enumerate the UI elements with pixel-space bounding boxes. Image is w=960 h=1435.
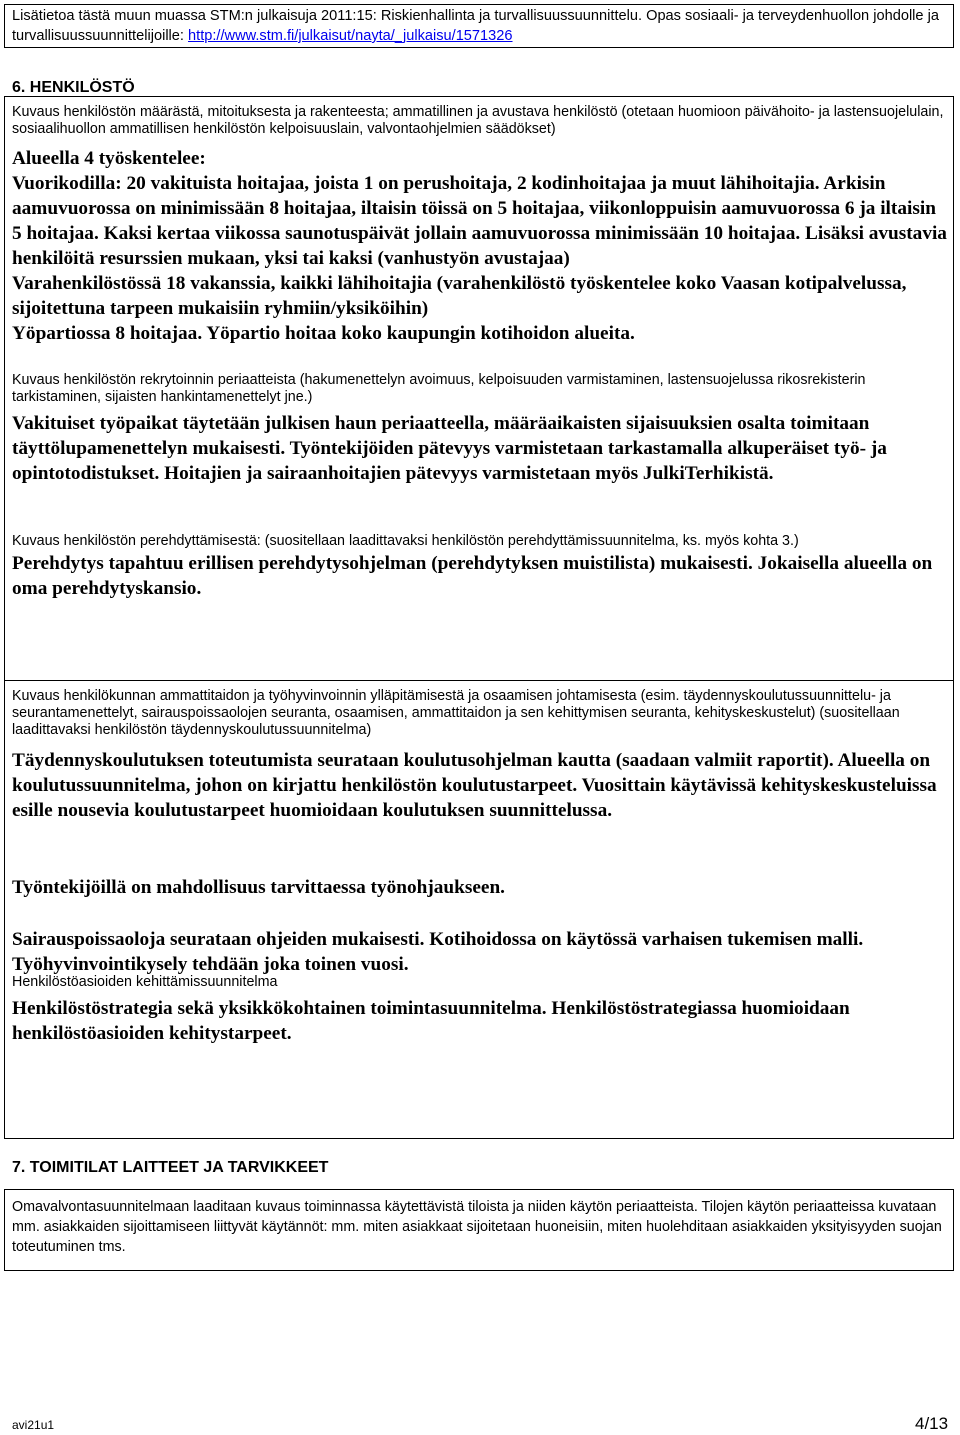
page-number: 4/13: [915, 1414, 949, 1433]
competence-description-label: Kuvaus henkilökunnan ammattitaidon ja työhyvinvoinnin ylläpitämisestä ja osaamisen johtamisesta (esim. täydennyskoulutussuunnittelu- ja seurantamenettelyt, sairauspoissaolojen seuranta, osaamisen, ammattitaidon ja sen kehittymisen seuranta, kehityskeskustelut) (suositellaan laadittavaksi henkilöstön täydennyskoulutussuunnitelma): [12, 688, 900, 738]
footer-form-code: avi21u1: [12, 1418, 55, 1432]
competence-text: Täydennyskoulutuksen toteutumista seurataan koulutusohjelman kautta (saadaan valmiit raportit). Alueella on koulutussuunnitelma, johon on kirjattu henkilöstön koulutustarpeet. Vuosittain käytävissä kehityskeskusteluissa esille nousevia koulutustarpeet huomioidaan koulutuksen suunnittelussa.: [12, 750, 937, 821]
supervision-text: Työntekijöillä on mahdollisuus tarvittaessa työnohjaukseen.: [12, 877, 505, 898]
staffing-line: Varahenkilöstössä 18 vakanssia, kaikki lähihoitajia (varahenkilöstö työskentelee koko Vaasan kotipalvelussa, sijoitettuna tarpeen mukaisiin ryhmiin/yksiköihin): [12, 273, 907, 319]
section-6-title: 6. HENKILÖSTÖ: [12, 79, 135, 96]
development-plan-text: Henkilöstöstrategia sekä yksikkökohtainen toimintasuunnitelma. Henkilöstöstrategiassa huomioidaan henkilöstöasioiden kehitystarpeet.: [12, 998, 850, 1044]
staffing-line: Alueella 4 työskentelee:: [12, 148, 206, 169]
facilities-description: Omavalvontasuunnitelmaan laaditaan kuvaus toiminnassa käytettävistä tiloista ja niiden käytön periaatteista. Tilojen käytön periaatteissa kuvataan mm. asiakkaiden sijoittamiseen liittyvät käytännöt: mm. miten asiakkaat sijoitetaan huoneisiin, miten huolehditaan asiakkaiden yksityisyyden suojan toteutuminen tms.: [12, 1199, 942, 1255]
orientation-text: Perehdytys tapahtuu erillisen perehdytysohjelman (perehdytyksen muistilista) mukaisesti. Jokaisella alueella on oma perehdytyskansio.: [12, 553, 933, 599]
section-7-title: 7. TOIMITILAT LAITTEET JA TARVIKKEET: [12, 1159, 329, 1176]
orientation-description-label: Kuvaus henkilöstön perehdyttämisestä: (suositellaan laadittavaksi henkilöstön perehdyttämissuunnitelma, ks. myös kohta 3.): [12, 533, 799, 549]
staffing-description-label: Kuvaus henkilöstön määrästä, mitoituksesta ja rakenteesta; ammatillinen ja avustava henkilöstö (otetaan huomioon päivähoito- ja lastensuojelulain, sosiaalihuollon ammatillisen henkilöstön kelpoisuuslain, valvontaohjelmien säädökset): [12, 104, 944, 137]
recruitment-text: Vakituiset työpaikat täytetään julkisen haun periaatteella, määräaikaisten sijaisuuksien osalta toimitaan täyttölupamenettelyn mukaisesti. Työntekijöiden pätevyys varmistetaan tarkastamalla alkuperäiset työ- ja opintotodistukset. Hoitajien ja sairaanhoitajien pätevyys varmistetaan myös JulkiTerhikistä.: [12, 413, 887, 484]
recruitment-description-label: Kuvaus henkilöstön rekrytoinnin periaatteista (hakumenettelyn avoimuus, kelpoisuuden varmistaminen, lastensuojelussa rikosrekisterin tarkistaminen, sijaisten hankintamenettelyt jne.): [12, 372, 866, 405]
staffing-line: Vuorikodilla: 20 vakituista hoitajaa, joista 1 on perushoitaja, 2 kodinhoitajaa ja muut lähihoitajia. Arkisin aamuvuorossa on minimissään 8 hoitajaa, iltaisin töissä on 5 hoitajaa, viikonloppuisin aamuvuorossa 6 ja iltaisin 5 hoitajaa. Kaksi kertaa viikossa saunotuspäivät jollain aamuvuorossa minimissään 10 hoitajaa. Lisäksi avustavia henkilöitä resurssien mukaan, yksi tai kaksi (vanhustyön avustajaa): [12, 173, 947, 269]
header-link[interactable]: http://www.stm.fi/julkaisut/nayta/_julkaisu/1571326: [188, 28, 513, 44]
staffing-line: Yöpartiossa 8 hoitajaa. Yöpartio hoitaa koko kaupungin kotihoidon alueita.: [12, 323, 635, 344]
sick-leave-text: Sairauspoissaoloja seurataan ohjeiden mukaisesti. Kotihoidossa on käytössä varhaisen tukemisen malli. Työhyvinvointikysely tehdään joka toinen vuosi.: [12, 929, 864, 975]
header-text: Lisätietoa tästä muun muassa STM:n julkaisuja 2011:15: Riskienhallinta ja turvallisuussuunnittelu. Opas sosiaali- ja terveydenhuollon johdolle ja turvallisuussuunnittelijoille:: [12, 8, 939, 44]
header-note: [12, 6, 947, 46]
staffing-text: [12, 146, 947, 346]
divider: [4, 680, 954, 681]
development-plan-label: Henkilöstöasioiden kehittämissuunnitelma: [12, 974, 278, 990]
